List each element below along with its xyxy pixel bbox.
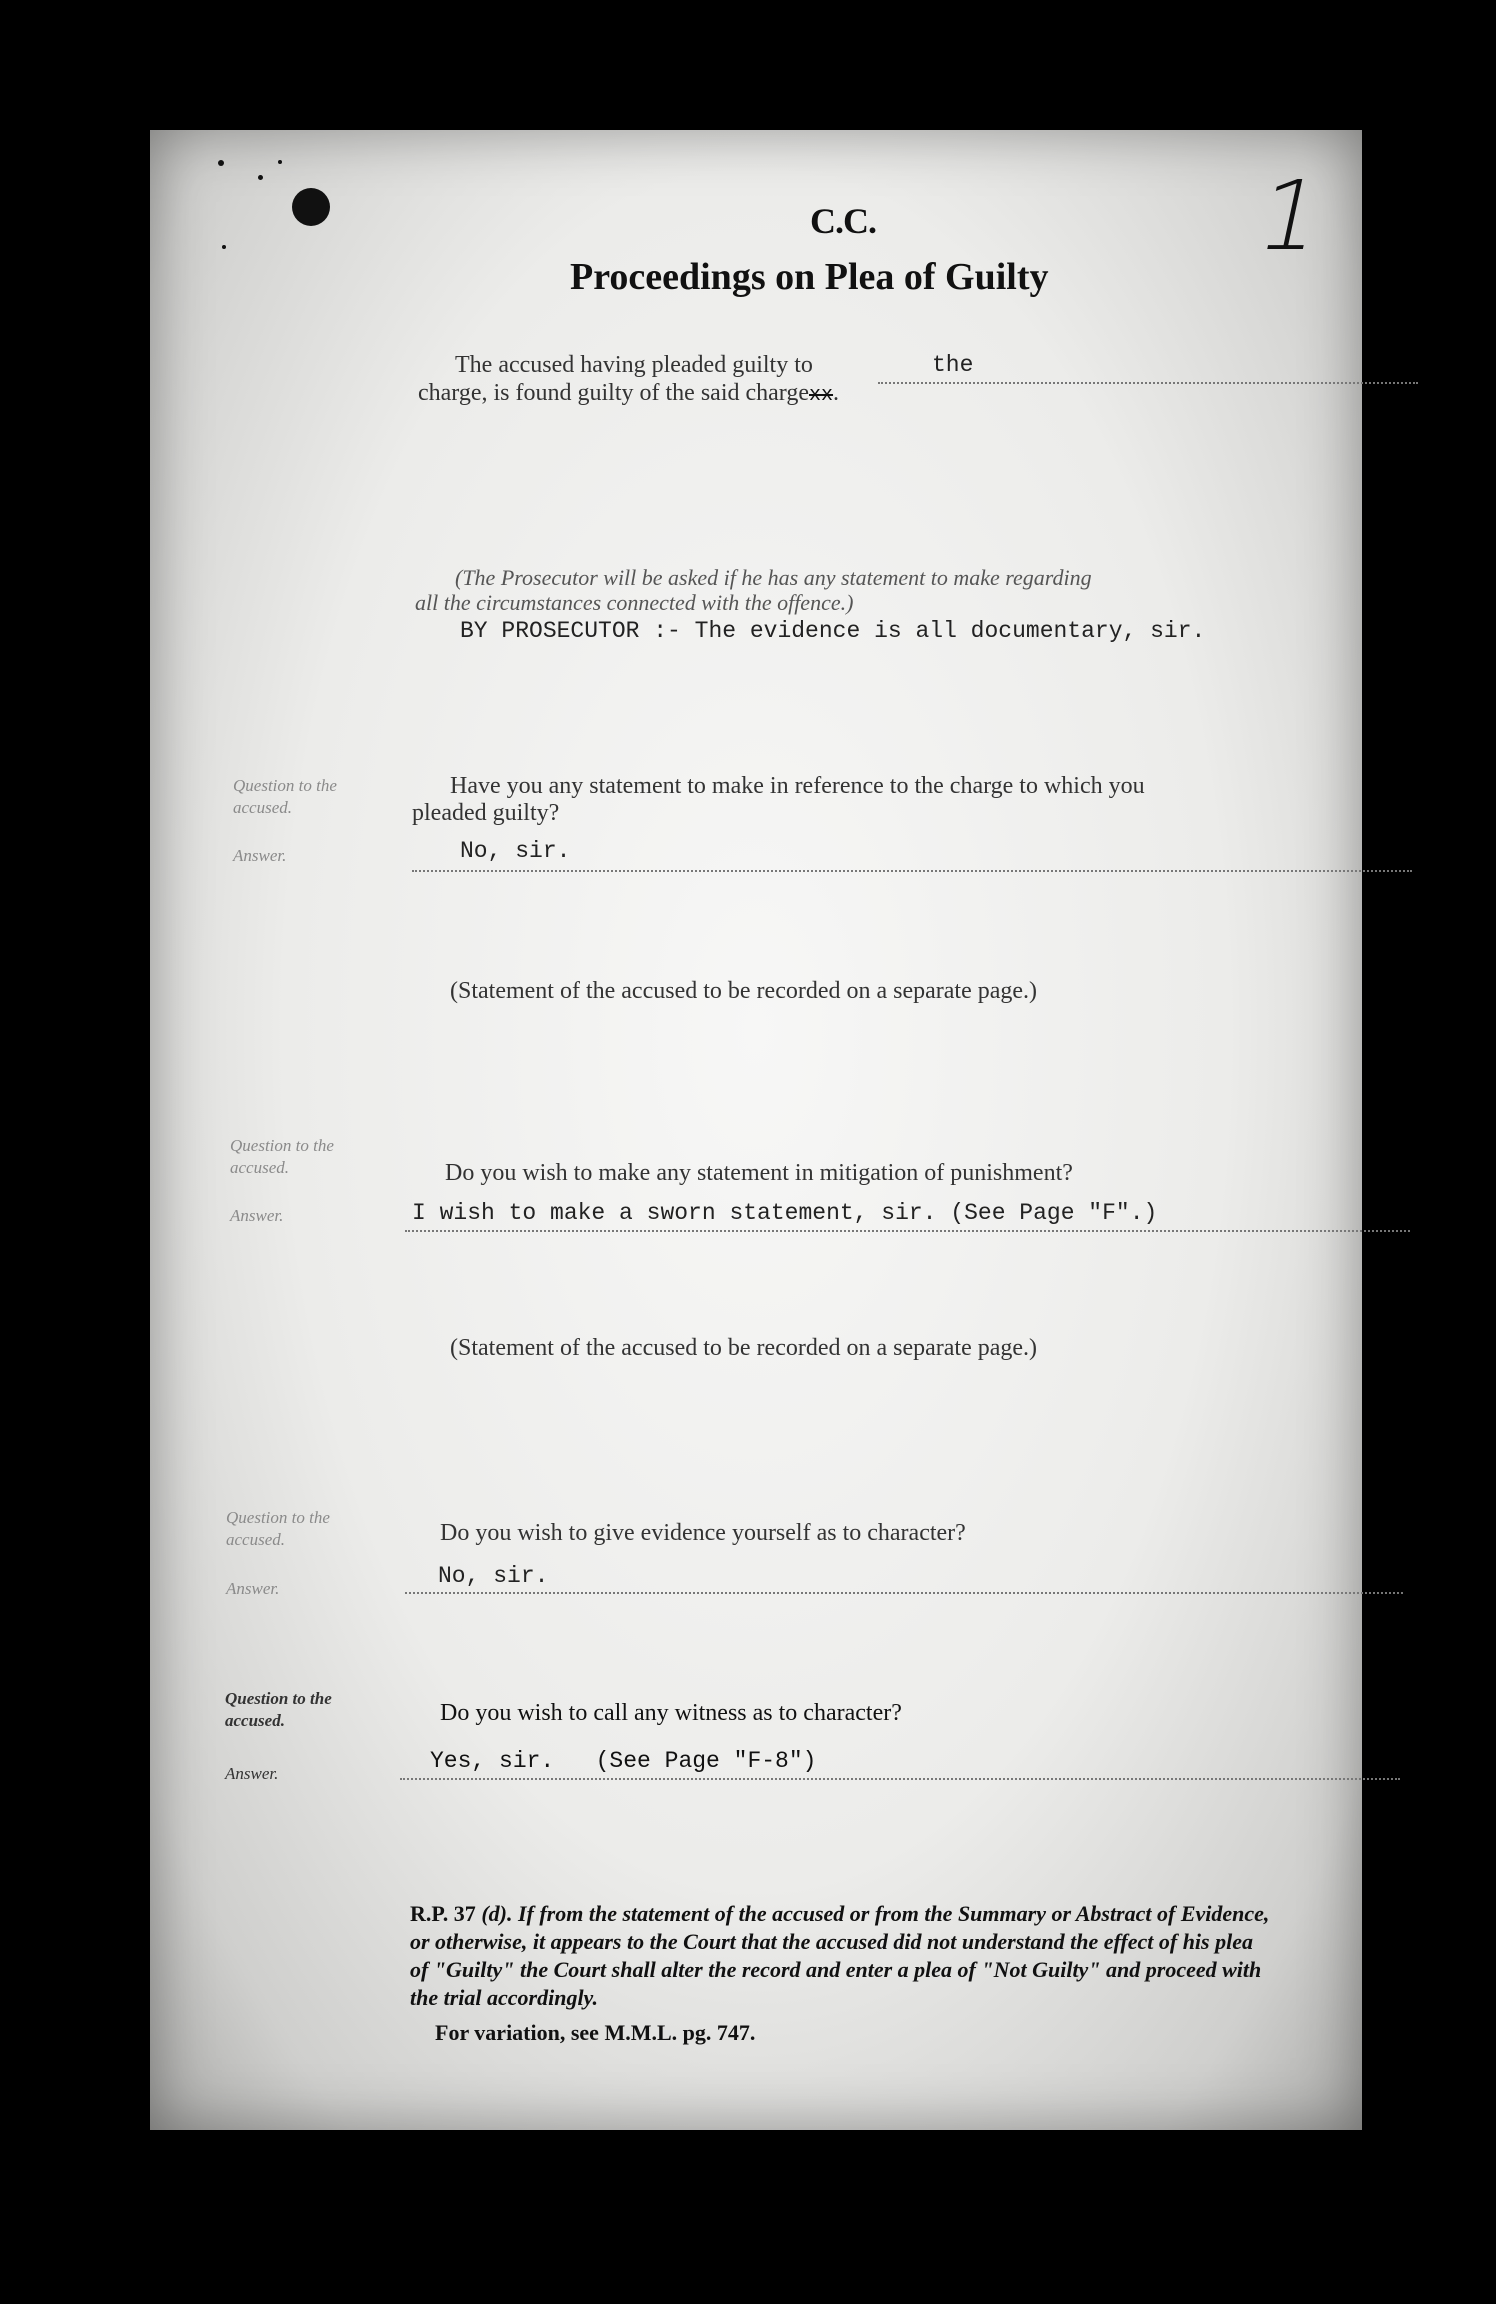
speck — [218, 160, 224, 166]
speck — [278, 160, 282, 164]
answer-dotted-line — [405, 1592, 1403, 1594]
separate-page-note: (Statement of the accused to be recorded on a separate page.) — [450, 1335, 1038, 1361]
prosecutor-instruction-line1: (The Prosecutor will be asked if he has any statement to make regarding — [455, 565, 1092, 590]
question-label: Question to the accused. — [226, 1508, 330, 1549]
prosecutor-instruction-line2: all the circumstances connected with the offence.) — [415, 590, 854, 615]
question-1-line2: pleaded guilty? — [412, 800, 560, 826]
struck-text: xx — [809, 384, 834, 407]
prosecutor-statement: BY PROSECUTOR :- The evidence is all documentary, sir. — [460, 618, 1206, 644]
punch-hole — [292, 188, 330, 226]
plea-filled-value: the — [932, 352, 974, 378]
answer-dotted-line — [412, 870, 1412, 872]
question-1-line1: Have you any statement to make in reference to the charge to which you — [450, 773, 1145, 799]
answer-4: Yes, sir. (See Page "F-8") — [430, 1748, 817, 1774]
answer-dotted-line — [400, 1778, 1400, 1780]
plea-line1 — [455, 352, 813, 379]
variation-note: For variation, see M.M.L. pg. 747. — [435, 2020, 756, 2045]
question-3-text: Do you wish to give evidence yourself as to character? — [440, 1520, 966, 1546]
question-label: Question to the accused. — [225, 1689, 332, 1730]
speck — [258, 175, 263, 180]
question-2-text: Do you wish to make any statement in mitigation of punishment? — [445, 1160, 1073, 1186]
separate-page-note: (Statement of the accused to be recorded on a separate page.) — [450, 978, 1038, 1004]
answer-label: Answer. — [225, 1764, 279, 1783]
speck — [222, 245, 226, 249]
question-label: Question to the accused. — [230, 1136, 334, 1177]
plea-line2-text: charge, is found guilty of the said charge — [418, 380, 810, 406]
plea-period: . — [833, 380, 840, 406]
answer-label: Answer. — [230, 1206, 284, 1225]
handwritten-page-number: 1 — [1248, 160, 1333, 272]
answer-label: Answer. — [233, 846, 287, 865]
document-page — [150, 130, 1362, 2130]
question-4-text: Do you wish to call any witness as to character? — [440, 1700, 902, 1726]
answer-2: I wish to make a sworn statement, sir. (See Page "F".) — [412, 1200, 1158, 1226]
plea-dotted-line — [878, 382, 1418, 384]
rp-reference: R.P. 37 — [410, 1901, 476, 1926]
answer-3: No, sir. — [438, 1563, 549, 1589]
rules-of-procedure-note — [410, 1900, 1270, 2012]
answer-dotted-line — [405, 1230, 1410, 1232]
rp-text: If from the statement of the accused or from the Summary or Abstract of Evidence, or otherwise, it appears to the Court that the accused did not understand the effect of his plea of "Guilty" the Court shall alter the record and enter a plea of "Not Guilty" and proceed with the trial accordingly. — [410, 1901, 1270, 2010]
form-code: C.C. — [810, 201, 876, 241]
plea-line2 — [418, 380, 839, 407]
question-label: Question to the accused. — [233, 776, 337, 817]
answer-label: Answer. — [226, 1579, 280, 1598]
plea-text: The accused having pleaded guilty to — [455, 352, 813, 378]
answer-1: No, sir. — [460, 838, 571, 864]
page-title: Proceedings on Plea of Guilty — [570, 256, 1049, 298]
rp-subsection: (d). — [481, 1901, 513, 1926]
